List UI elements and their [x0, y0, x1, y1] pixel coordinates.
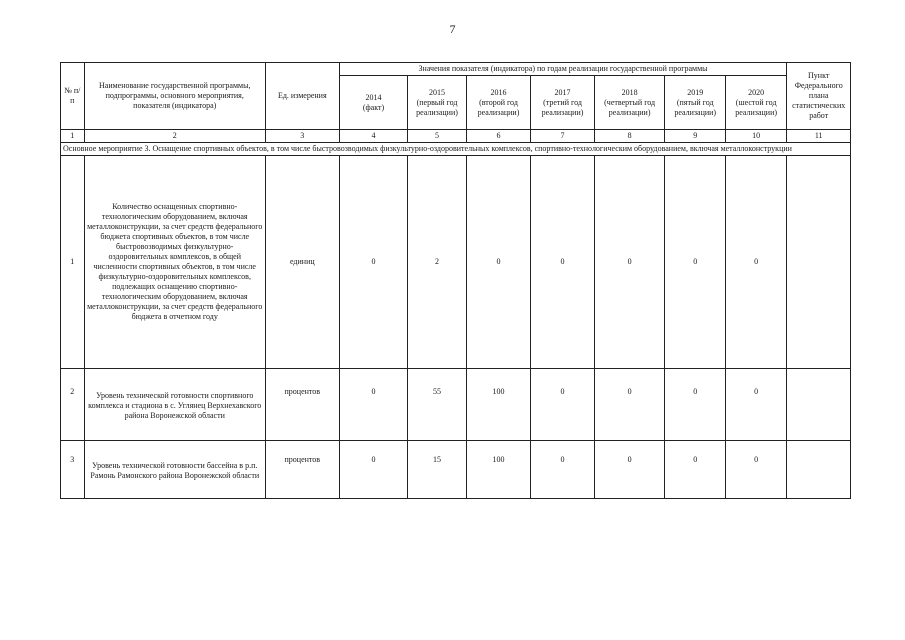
- column-number: 10: [725, 130, 786, 143]
- indicator-value: 2: [408, 156, 466, 369]
- indicator-value: 0: [665, 441, 725, 499]
- header-year: 2015 (первый год реализации): [408, 76, 466, 130]
- header-row-1: [61, 63, 851, 76]
- indicator-value: 55: [408, 369, 466, 441]
- indicator-unit: процентов: [265, 369, 339, 441]
- column-number: 9: [665, 130, 725, 143]
- header-year: 2018 (четвертый год реализации): [594, 76, 665, 130]
- indicator-value: 0: [339, 441, 408, 499]
- page-number: 7: [449, 22, 456, 36]
- header-year: 2016 (второй год реализации): [466, 76, 531, 130]
- indicator-unit: процентов: [265, 441, 339, 499]
- indicator-value: 0: [594, 441, 665, 499]
- header-year: 2020 (шестой год реализации): [725, 76, 786, 130]
- header-year: 2017 (третий год реализации): [531, 76, 595, 130]
- main-event-row: [61, 143, 851, 156]
- indicator-name: Уровень технической готовности бассейна в р.п. Рамонь Рамонского района Воронежской области: [84, 441, 265, 499]
- indicator-value: 0: [665, 369, 725, 441]
- indicator-value: 15: [408, 441, 466, 499]
- indicator-unit: единиц: [265, 156, 339, 369]
- indicator-value: 0: [725, 441, 786, 499]
- column-number: 11: [787, 130, 851, 143]
- plan-reference: [787, 156, 851, 369]
- column-number: 7: [531, 130, 595, 143]
- column-number: 4: [339, 130, 408, 143]
- indicator-name: Количество оснащенных спортивно-технологическим оборудованием, включая металлоконструкции, за счет средств федерального бюджета спортивных объектов, в том числе быстровозводимых физкультурно-оздоровительных комплексов, в общей численности спортивных объектов, в том числе физкультурно-оздоровительных комплексов, подлежащих оснащению спортивно-технологическим оборудованием, включая металлоконструкции, за счет средств федерального бюджета в отчетном году: [84, 156, 265, 369]
- header-year: 2014 (факт): [339, 76, 408, 130]
- header-unit: Ед. измерения: [265, 63, 339, 130]
- indicator-value: 0: [339, 156, 408, 369]
- indicator-value: 0: [725, 369, 786, 441]
- indicator-value: 0: [594, 156, 665, 369]
- indicator-value: 0: [466, 156, 531, 369]
- row-number: 2: [61, 369, 85, 441]
- header-values-group: Значения показателя (индикатора) по годам реализации государственной программы: [339, 63, 787, 76]
- indicator-value: 0: [665, 156, 725, 369]
- indicator-value: 100: [466, 441, 531, 499]
- indicator-value: 0: [531, 156, 595, 369]
- indicator-value: 0: [725, 156, 786, 369]
- column-number: 6: [466, 130, 531, 143]
- table-row: [61, 369, 851, 441]
- indicator-value: 0: [531, 369, 595, 441]
- header-plan: Пункт Федерального плана статистических работ: [787, 63, 851, 130]
- indicator-value: 0: [594, 369, 665, 441]
- column-number: 3: [265, 130, 339, 143]
- plan-reference: [787, 441, 851, 499]
- plan-reference: [787, 369, 851, 441]
- indicator-value: 0: [339, 369, 408, 441]
- row-number: 3: [61, 441, 85, 499]
- table-row: [61, 441, 851, 499]
- indicator-value: 0: [531, 441, 595, 499]
- column-number: 1: [61, 130, 85, 143]
- column-number: 2: [84, 130, 265, 143]
- column-number-row: [61, 130, 851, 143]
- header-number: № п/п: [61, 63, 85, 130]
- indicator-value: 100: [466, 369, 531, 441]
- column-number: 8: [594, 130, 665, 143]
- row-number: 1: [61, 156, 85, 369]
- indicator-name: Уровень технической готовности спортивного комплекса и стадиона в с. Углянец Верхнехавского района Воронежской области: [84, 369, 265, 441]
- header-name: Наименование государственной программы, подпрограммы, основного мероприятия, показателя (индикатора): [84, 63, 265, 130]
- header-year: 2019 (пятый год реализации): [665, 76, 725, 130]
- main-event-title: Основное мероприятие 3. Оснащение спортивных объектов, в том числе быстровозводимых физкультурно-оздоровительных комплексов, спортивно-технологическим оборудованием, включая металлоконструкции: [61, 143, 851, 156]
- table-row: [61, 156, 851, 369]
- column-number: 5: [408, 130, 466, 143]
- indicator-table: [60, 62, 851, 499]
